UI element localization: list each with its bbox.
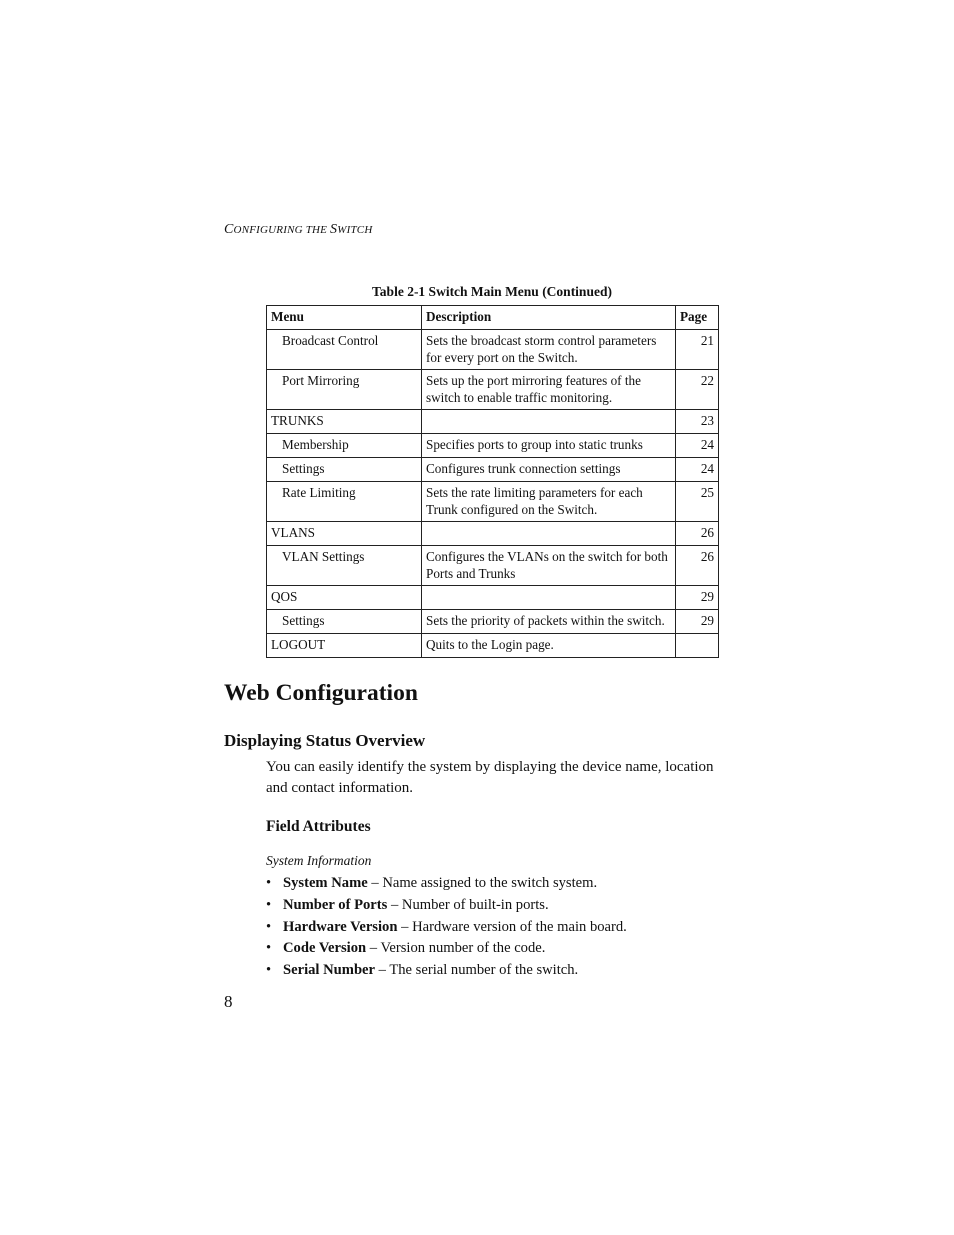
description-cell: Specifies ports to group into static trunks	[422, 434, 676, 458]
attribute-term: Serial Number	[283, 962, 376, 979]
description-cell	[422, 586, 676, 610]
menu-cell: Port Mirroring	[267, 370, 422, 410]
attribute-description: – The serial number of the switch.	[375, 962, 579, 979]
running-head	[224, 222, 372, 238]
description-cell: Sets the rate limiting parameters for each Trunk configured on the Switch.	[422, 482, 676, 522]
description-cell: Quits to the Login page.	[422, 634, 676, 658]
bullet-icon: •	[266, 962, 272, 979]
page-cell: 21	[676, 330, 719, 370]
table-row	[267, 482, 719, 522]
menu-cell: VLANS	[267, 522, 422, 546]
section-title: Web Configuration	[224, 680, 418, 706]
menu-cell: VLAN Settings	[267, 546, 422, 586]
table-row	[267, 370, 719, 410]
page-cell: 22	[676, 370, 719, 410]
table-caption: Table 2-1 Switch Main Menu (Continued)	[372, 284, 612, 299]
page-cell: 29	[676, 586, 719, 610]
bullet-icon: •	[266, 875, 272, 891]
page-cell	[676, 634, 719, 658]
bullet-icon: •	[266, 918, 272, 935]
system-information-label: System Information	[266, 853, 372, 868]
table-row	[267, 586, 719, 610]
description-cell	[422, 522, 676, 546]
menu-cell: Broadcast Control	[267, 330, 422, 370]
page-cell: 29	[676, 610, 719, 634]
menu-cell: TRUNKS	[267, 410, 422, 434]
menu-cell: Settings	[267, 610, 422, 634]
description-cell: Configures the VLANs on the switch for both Ports and Trunks	[422, 546, 676, 586]
list-item	[266, 917, 627, 939]
table-row	[267, 330, 719, 370]
menu-cell: LOGOUT	[267, 634, 422, 658]
table-row	[267, 458, 719, 482]
header-menu: Menu	[267, 306, 422, 330]
header-description: Description	[422, 306, 676, 330]
page-number: 8	[224, 992, 233, 1011]
table-header-row	[267, 306, 719, 330]
attribute-term: Code Version	[283, 940, 367, 957]
list-item	[266, 960, 627, 982]
page-cell: 25	[676, 482, 719, 522]
attribute-term: Hardware Version	[283, 918, 398, 935]
running-head-small-caps-1: ONFIGURING THE	[233, 224, 331, 236]
bullet-icon: •	[266, 896, 272, 913]
attribute-description: – Name assigned to the switch system.	[367, 875, 598, 891]
description-cell: Sets up the port mirroring features of the switch to enable traffic monitoring.	[422, 370, 676, 410]
table-row	[267, 522, 719, 546]
attribute-description: – Number of built-in ports.	[387, 896, 549, 913]
menu-cell: Membership	[267, 434, 422, 458]
description-cell: Sets the broadcast storm control parameters for every port on the Switch.	[422, 330, 676, 370]
description-cell	[422, 410, 676, 434]
field-attributes-heading: Field Attributes	[266, 818, 371, 835]
attribute-description: – Hardware version of the main board.	[397, 918, 627, 935]
page-cell: 23	[676, 410, 719, 434]
subsection-title: Displaying Status Overview	[224, 731, 426, 750]
bullet-icon: •	[266, 940, 272, 957]
table-row	[267, 410, 719, 434]
page-cell: 26	[676, 522, 719, 546]
intro-paragraph: You can easily identify the system by displaying the device name, location and contact information.	[266, 759, 714, 796]
menu-cell: Rate Limiting	[267, 482, 422, 522]
attribute-list	[266, 873, 627, 982]
table-row	[267, 634, 719, 658]
page-cell: 26	[676, 546, 719, 586]
page-cell: 24	[676, 458, 719, 482]
menu-cell: QOS	[267, 586, 422, 610]
description-cell: Sets the priority of packets within the switch.	[422, 610, 676, 634]
description-cell: Configures trunk connection settings	[422, 458, 676, 482]
menu-cell: Settings	[267, 458, 422, 482]
attribute-description: – Version number of the code.	[366, 940, 546, 957]
running-head-small-caps-2: WITCH	[337, 224, 373, 236]
list-item	[266, 895, 627, 917]
table-row	[267, 610, 719, 634]
list-item	[266, 873, 627, 895]
attribute-term: System Name	[283, 875, 368, 891]
list-item	[266, 938, 627, 960]
running-head-cap-2: S	[330, 222, 338, 237]
page-cell: 24	[676, 434, 719, 458]
header-page: Page	[676, 306, 719, 330]
switch-main-menu-table	[266, 305, 719, 658]
table-row	[267, 546, 719, 586]
table-row	[267, 434, 719, 458]
attribute-term: Number of Ports	[283, 896, 388, 913]
running-head-cap-1: C	[224, 222, 234, 237]
